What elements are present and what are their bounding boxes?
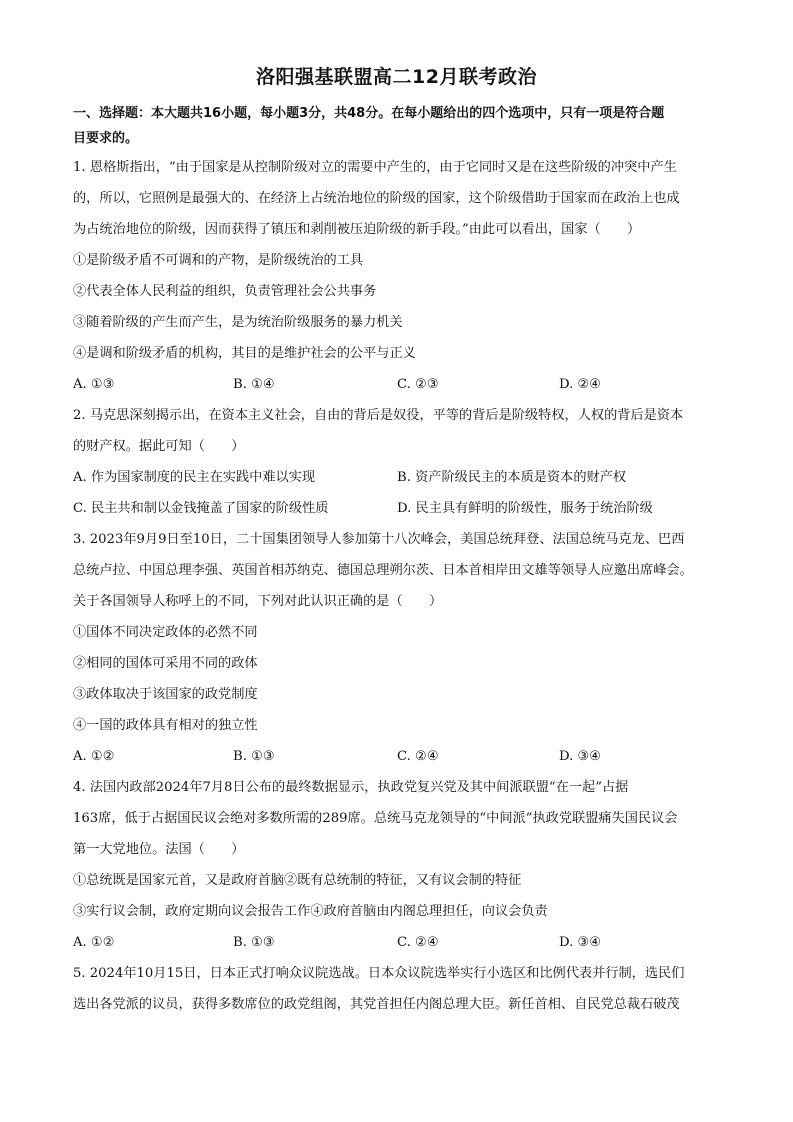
q2-option-c[interactable]: C. 民主共和制以金钱掩盖了国家的阶级性质 bbox=[73, 501, 329, 516]
q4-stem-line: 第一大党地位。法国（ ） bbox=[73, 842, 245, 857]
q5-stem-line: 5. 2024年10月15日，日本正式打响众议院选战。日本众议院选举实行小选区和比例代表并行制，选民们 bbox=[73, 966, 685, 981]
q3-option-a[interactable]: A. ①② bbox=[73, 749, 115, 764]
q3-option-c[interactable]: C. ②④ bbox=[397, 749, 439, 764]
q4-option-a[interactable]: A. ①② bbox=[73, 935, 115, 950]
q5-stem-line: 选出各党派的议员，获得多数席位的政党组阁，其党首担任内阁总理大臣。新任首相、自民党总裁石破茂 bbox=[73, 997, 680, 1012]
q4-option-d[interactable]: D. ③④ bbox=[559, 935, 602, 950]
q1-item: ③随着阶级的产生而产生，是为统治阶级服务的暴力机关 bbox=[73, 315, 403, 330]
q1-stem-line: 的，所以，它照例是最强大的、在经济上占统治地位的阶级的国家，这个阶级借助于国家而在政治上也成 bbox=[73, 191, 680, 206]
q3-item: ②相同的国体可采用不同的政体 bbox=[73, 656, 258, 671]
q1-option-a[interactable]: A. ①③ bbox=[73, 377, 115, 392]
q2-option-d[interactable]: D. 民主具有鲜明的阶级性，服务于统治阶级 bbox=[397, 501, 653, 516]
section-instruction: 一、选择题：本大题共16小题，每小题3分，共48分。在每小题给出的四个选项中，只有一项是符合题 bbox=[73, 106, 665, 121]
q3-option-d[interactable]: D. ③④ bbox=[559, 749, 602, 764]
q1-stem-line: 为占统治地位的阶级，因而获得了镇压和剥削被压迫阶级的新手段。”由此可以看出，国家（ ） bbox=[73, 222, 641, 237]
q3-stem-line: 3. 2023年9月9日至10日，二十国集团领导人参加第十八次峰会，美国总统拜登、法国总统马克龙、巴西 bbox=[73, 532, 685, 547]
q2-option-b[interactable]: B. 资产阶级民主的本质是资本的财产权 bbox=[397, 470, 627, 485]
q3-item: ①国体不同决定政体的必然不同 bbox=[73, 625, 258, 640]
q1-option-d[interactable]: D. ②④ bbox=[559, 377, 602, 392]
q3-stem-line: 关于各国领导人称呼上的不同，下列对此认识正确的是（ ） bbox=[73, 594, 443, 609]
q4-stem-line: 163席，低于占据国民议会绝对多数所需的289席。总统马克龙领导的“中间派”执政党联盟痛失国民议会 bbox=[73, 811, 678, 826]
q4-item: ③实行议会制，政府定期向议会报告工作④政府首脑由内阁总理担任，向议会负责 bbox=[73, 904, 548, 919]
q2-stem-line: 2. 马克思深刻揭示出，在资本主义社会，自由的背后是奴役，平等的背后是阶级特权，人权的背后是资本 bbox=[73, 408, 684, 423]
page-title: 洛阳强基联盟高二12月联考政治 bbox=[256, 66, 537, 88]
q1-item: ①是阶级矛盾不可调和的产物，是阶级统治的工具 bbox=[73, 253, 364, 268]
q3-item: ③政体取决于该国家的政党制度 bbox=[73, 687, 258, 702]
q4-option-c[interactable]: C. ②④ bbox=[397, 935, 439, 950]
q1-stem-line: 1. 恩格斯指出，“由于国家是从控制阶级对立的需要中产生的，由于它同时又是在这些阶级的冲突中产生 bbox=[73, 160, 677, 175]
q4-stem-line: 4. 法国内政部2024年7月8日公布的最终数据显示，执政党复兴党及其中间派联盟“在一起”占据 bbox=[73, 780, 629, 795]
q3-stem-line: 总统卢拉、中国总理李强、英国首相苏纳克、德国总理朔尔茨、日本首相岸田文雄等领导人应邀出席峰会。 bbox=[73, 563, 693, 578]
q1-item: ④是调和阶级矛盾的机构，其目的是维护社会的公平与正义 bbox=[73, 346, 416, 361]
q2-option-a[interactable]: A. 作为国家制度的民主在实践中难以实现 bbox=[73, 470, 316, 485]
q1-item: ②代表全体人民利益的组织，负责管理社会公共事务 bbox=[73, 284, 377, 299]
q3-option-b[interactable]: B. ①③ bbox=[233, 749, 275, 764]
q1-option-b[interactable]: B. ①④ bbox=[233, 377, 275, 392]
q2-stem-line: 的财产权。据此可知（ ） bbox=[73, 439, 245, 454]
q3-item: ④一国的政体具有相对的独立性 bbox=[73, 718, 258, 733]
q4-item: ①总统既是国家元首，又是政府首脑②既有总统制的特征，又有议会制的特征 bbox=[73, 873, 522, 888]
q1-option-c[interactable]: C. ②③ bbox=[397, 377, 439, 392]
q4-option-b[interactable]: B. ①③ bbox=[233, 935, 275, 950]
section-instruction-cont: 目要求的。 bbox=[73, 131, 139, 146]
